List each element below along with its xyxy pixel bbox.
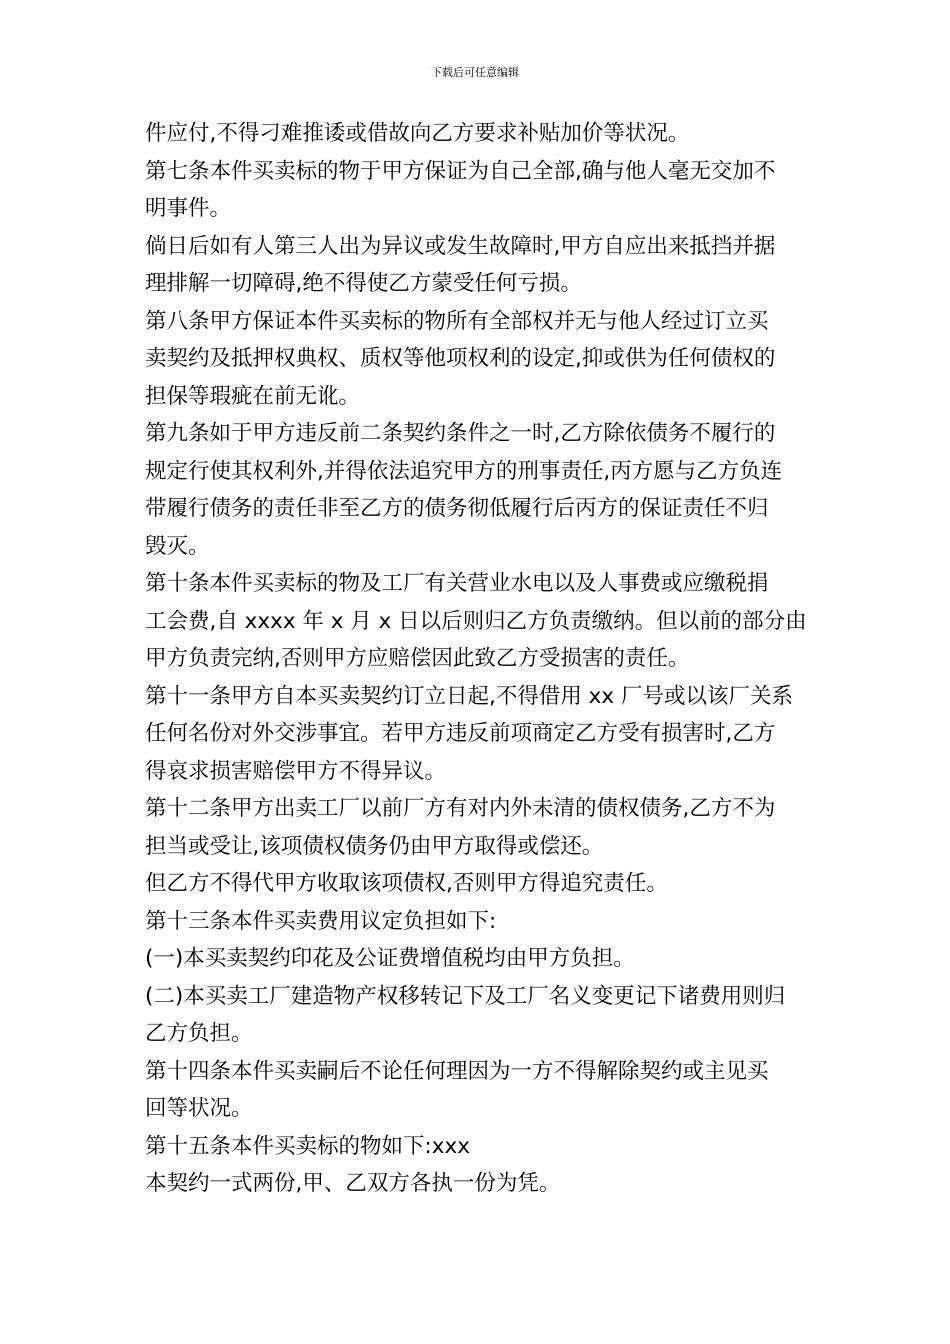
text-line: 明事件。 <box>145 196 232 221</box>
text-line: (二)本买卖工厂建造物产权移转记下及工厂名义变更记下诸费用则归 <box>145 983 786 1009</box>
text-line: 第十条本件买卖标的物及工厂有关营业水电以及人事费或应缴税捐 <box>145 571 769 596</box>
text-line: 第十二条甲方出卖工厂以前厂方有对内外未清的债权债务,乙方不为 <box>145 796 776 821</box>
text-line: 带履行债务的责任非至乙方的债务彻低履行后丙方的保证责任不归 <box>145 496 769 521</box>
text-line: 第十一条甲方自本买卖契约订立日起,不得借用 xx 厂号或以该厂关系 <box>145 683 793 709</box>
document-body <box>145 115 810 1203</box>
text-line: 理排解一切障碍,绝不得使乙方蒙受任何亏损。 <box>145 271 582 296</box>
text-line: 卖契约及抵押权典权、质权等他项权利的设定,抑或供为任何债权的 <box>145 346 776 371</box>
text-line: 甲方负责完纳,否则甲方应赔偿因此致乙方受损害的责任。 <box>145 646 690 671</box>
text-line: 本契约一式两份,甲、乙双方各执一份为凭。 <box>145 1171 561 1196</box>
text-line: 毁灭。 <box>145 533 210 559</box>
text-line: 规定行使其权利外,并得依法追究甲方的刑事责任,丙方愿与乙方负连 <box>145 458 783 484</box>
text-line: 第十五条本件买卖标的物如下:xxx <box>145 1133 470 1159</box>
text-line: 但乙方不得代甲方收取该项债权,否则甲方得追究责任。 <box>145 871 668 896</box>
text-line: 乙方负担。 <box>145 1021 253 1046</box>
text-line: 回等状况。 <box>145 1096 253 1121</box>
text-line: 担当或受让,该项债权债务仍由甲方取得或偿还。 <box>145 833 604 859</box>
text-line: 第七条本件买卖标的物于甲方保证为自己全部,确与他人毫无交加不 <box>145 158 776 184</box>
text-line: 第八条甲方保证本件买卖标的物所有全部权并无与他人经过订立买 <box>145 308 769 334</box>
text-line: 得哀求损害赔偿甲方不得异议。 <box>145 758 447 784</box>
text-line: 第十四条本件买卖嗣后不论任何理因为一方不得解除契约或主见买 <box>145 1058 769 1084</box>
page-header: 下载后可任意编辑 <box>431 66 519 79</box>
text-line: 任何名份对外交涉事宜。若甲方违反前项商定乙方受有损害时,乙方 <box>145 721 776 746</box>
text-line: 担保等瑕疵在前无讹。 <box>145 383 361 409</box>
text-line: (一)本买卖契约印花及公证费增值税均由甲方负担。 <box>145 946 635 971</box>
text-line: 第九条如于甲方违反前二条契约条件之一时,乙方除依债务不履行的 <box>145 421 776 446</box>
text-line: 件应付,不得刁难推诿或借故向乙方要求补贴加价等状况。 <box>145 121 690 146</box>
text-line: 工会费,自 xxxx 年 x 月 x 日以后则归乙方负责缴纳。但以前的部分由 <box>145 608 807 634</box>
text-line: 第十三条本件买卖费用议定负担如下: <box>145 908 497 934</box>
text-line: 倘日后如有人第三人出为异议或发生故障时,甲方自应出来抵挡并据 <box>145 233 776 259</box>
